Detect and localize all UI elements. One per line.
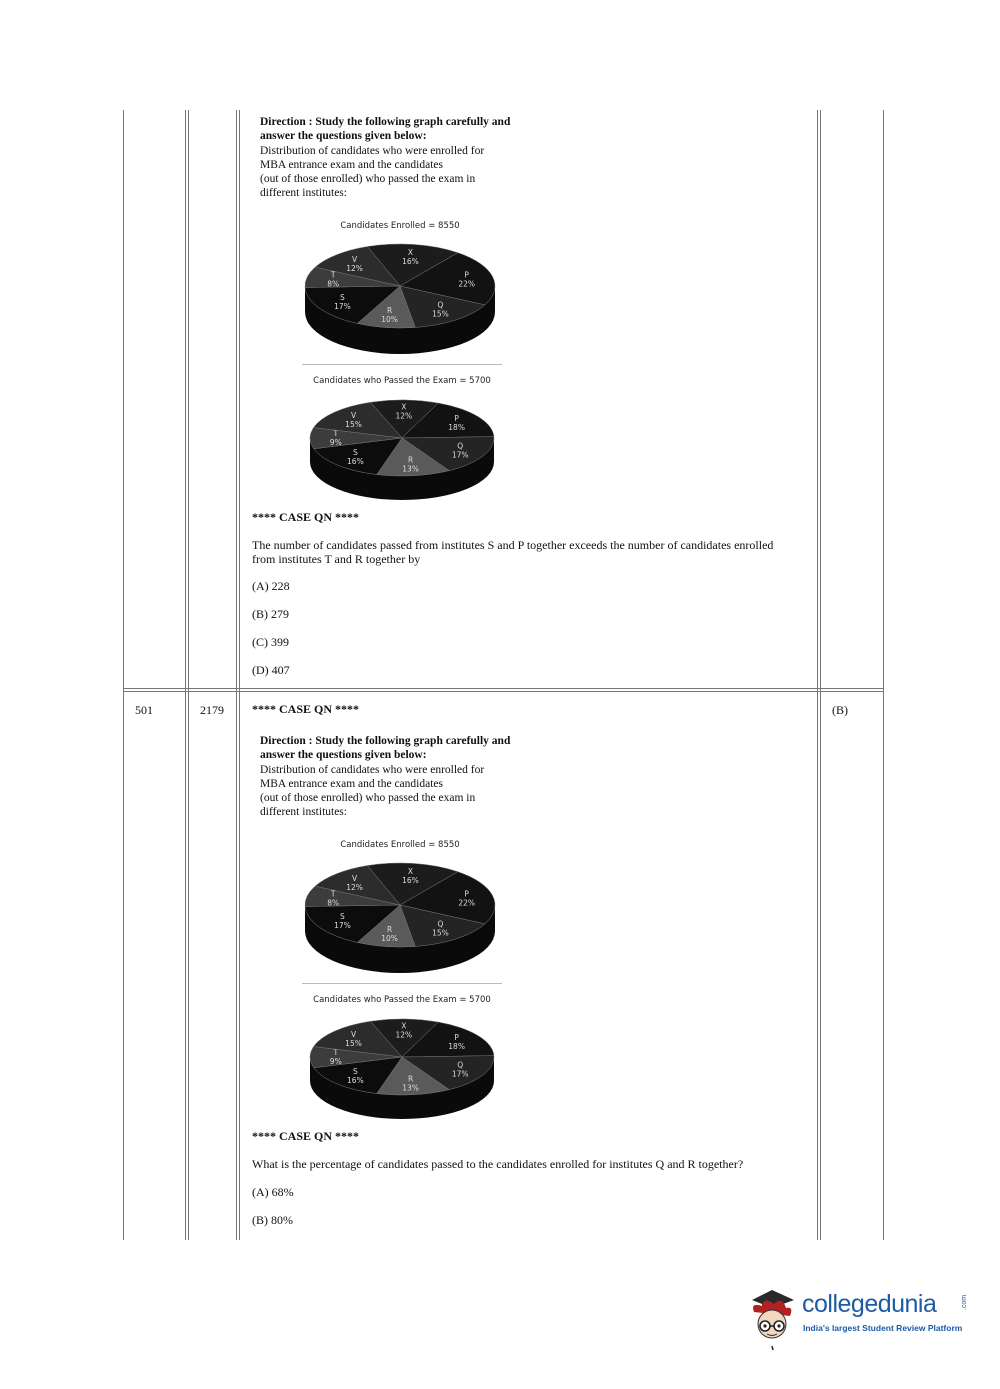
- row-divider: [123, 688, 884, 689]
- slice-value-label: 22%: [458, 279, 476, 289]
- option-a: (A) 228: [252, 579, 290, 593]
- direction-line: answer the questions given below:: [260, 130, 427, 143]
- case-label: **** CASE QN ****: [252, 1129, 360, 1143]
- slice-value-label: 12%: [395, 1030, 413, 1040]
- question-text: What is the percentage of candidates passed to the candidates enrolled for institutes Q and R together?: [252, 1157, 744, 1171]
- slice-category-label: R: [407, 455, 414, 465]
- direction-line: Direction : Study the following graph carefully and: [260, 116, 511, 128]
- slice-category-label: V: [350, 1029, 357, 1039]
- slice-value-label: 15%: [345, 419, 362, 429]
- slice-value-label: 15%: [345, 1038, 362, 1048]
- option-b: (B) 279: [252, 607, 289, 621]
- slice-category-label: P: [454, 413, 459, 423]
- slice-category-label: Q: [437, 300, 444, 310]
- option-b: (B) 80%: [252, 1213, 293, 1227]
- slice-value-label: 10%: [381, 315, 398, 325]
- direction-text: [260, 734, 510, 820]
- pie-chart-enrolled: [290, 215, 510, 360]
- slice-category-label: T: [333, 1048, 339, 1058]
- table-border: [239, 110, 240, 1240]
- slice-value-label: 12%: [395, 411, 413, 421]
- slice-value-label: 8%: [327, 898, 340, 908]
- chart-separator: [302, 364, 502, 365]
- slice-value-label: 18%: [448, 1041, 465, 1051]
- pie-chart-passed: [290, 989, 510, 1119]
- slice-category-label: Q: [437, 919, 444, 929]
- slice-value-label: 17%: [334, 920, 351, 930]
- table-border: [123, 110, 124, 1240]
- slice-category-label: Q: [457, 1060, 464, 1070]
- mascot-icon: [742, 1282, 802, 1352]
- slice-value-label: 17%: [451, 450, 469, 460]
- answer-key: (B): [832, 703, 848, 717]
- slice-value-label: 10%: [381, 934, 398, 944]
- slice-category-label: Q: [457, 441, 464, 451]
- serial-number: 501: [135, 703, 153, 717]
- slice-category-label: S: [340, 292, 345, 302]
- slice-value-label: 15%: [432, 928, 449, 938]
- direction-line: different institutes:: [260, 806, 347, 819]
- chart-title: Candidates Enrolled = 8550: [340, 221, 460, 231]
- chart-title: Candidates who Passed the Exam = 5700: [313, 995, 491, 1005]
- slice-category-label: V: [351, 874, 358, 884]
- direction-line: Distribution of candidates who were enrolled for: [260, 144, 485, 157]
- chart-title: Candidates Enrolled = 8550: [340, 840, 460, 850]
- table-border: [883, 110, 884, 1240]
- slice-value-label: 16%: [402, 256, 419, 266]
- slice-value-label: 12%: [346, 883, 363, 893]
- collegedunia-logo: [742, 1282, 982, 1352]
- table-border: [820, 110, 821, 1240]
- table-border: [817, 110, 818, 1240]
- slice-category-label: T: [333, 429, 339, 439]
- case-label: **** CASE QN ****: [252, 702, 360, 716]
- slice-value-label: 8%: [327, 279, 340, 289]
- direction-line: Distribution of candidates who were enrolled for: [260, 763, 485, 776]
- direction-line: MBA entrance exam and the candidates: [260, 158, 443, 171]
- slice-value-label: 12%: [346, 264, 363, 274]
- slice-value-label: 13%: [402, 464, 419, 474]
- slice-category-label: X: [401, 1021, 407, 1031]
- direction-text: [260, 115, 510, 201]
- table-border: [185, 110, 186, 1240]
- slice-category-label: R: [386, 925, 393, 935]
- slice-category-label: R: [386, 306, 393, 316]
- direction-line: MBA entrance exam and the candidates: [260, 777, 443, 790]
- slice-category-label: P: [464, 889, 469, 899]
- slice-value-label: 15%: [432, 309, 449, 319]
- slice-category-label: R: [407, 1074, 414, 1084]
- question-id: 2179: [200, 703, 224, 717]
- chart-title: Candidates who Passed the Exam = 5700: [313, 376, 491, 386]
- direction-line: Direction : Study the following graph carefully and: [260, 735, 511, 747]
- pie-chart-enrolled: [290, 834, 510, 979]
- slice-category-label: V: [350, 410, 357, 420]
- slice-category-label: S: [352, 1066, 358, 1076]
- slice-category-label: X: [407, 247, 413, 257]
- table-border: [236, 110, 237, 1240]
- slice-category-label: P: [454, 1032, 459, 1042]
- direction-line: (out of those enrolled) who passed the exam in: [260, 173, 476, 186]
- row-divider: [123, 691, 884, 692]
- logo-tagline: India's largest Student Review Platform: [803, 1323, 963, 1333]
- pie-chart-passed: [290, 370, 510, 500]
- slice-value-label: 17%: [334, 301, 351, 311]
- option-a: (A) 68%: [252, 1185, 294, 1199]
- slice-category-label: S: [352, 447, 358, 457]
- option-c: (C) 399: [252, 635, 289, 649]
- slice-value-label: 13%: [402, 1083, 419, 1093]
- logo-com: .com: [961, 1294, 969, 1311]
- slice-value-label: 9%: [329, 438, 342, 448]
- direction-line: answer the questions given below:: [260, 749, 427, 762]
- direction-line: (out of those enrolled) who passed the exam in: [260, 792, 476, 805]
- slice-value-label: 9%: [329, 1057, 342, 1067]
- slice-category-label: T: [330, 270, 336, 280]
- direction-line: different institutes:: [260, 187, 347, 200]
- logo-wordmark: collegedunia: [802, 1290, 937, 1318]
- table-border: [188, 110, 189, 1240]
- question-text: The number of candidates passed from institutes S and P together exceeds the number of candidates enrolled from institutes T and R together by: [252, 538, 774, 566]
- slice-category-label: T: [330, 889, 336, 899]
- slice-category-label: S: [340, 911, 345, 921]
- slice-category-label: X: [401, 402, 407, 412]
- slice-value-label: 22%: [458, 898, 476, 908]
- slice-value-label: 18%: [448, 422, 465, 432]
- slice-value-label: 17%: [451, 1069, 469, 1079]
- slice-value-label: 16%: [347, 456, 364, 466]
- chart-separator: [302, 983, 502, 984]
- slice-category-label: P: [464, 270, 469, 280]
- slice-value-label: 16%: [402, 875, 419, 885]
- case-label: **** CASE QN ****: [252, 510, 360, 524]
- slice-category-label: X: [407, 866, 413, 876]
- slice-category-label: V: [351, 255, 358, 265]
- option-d: (D) 407: [252, 663, 290, 677]
- slice-value-label: 16%: [347, 1075, 364, 1085]
